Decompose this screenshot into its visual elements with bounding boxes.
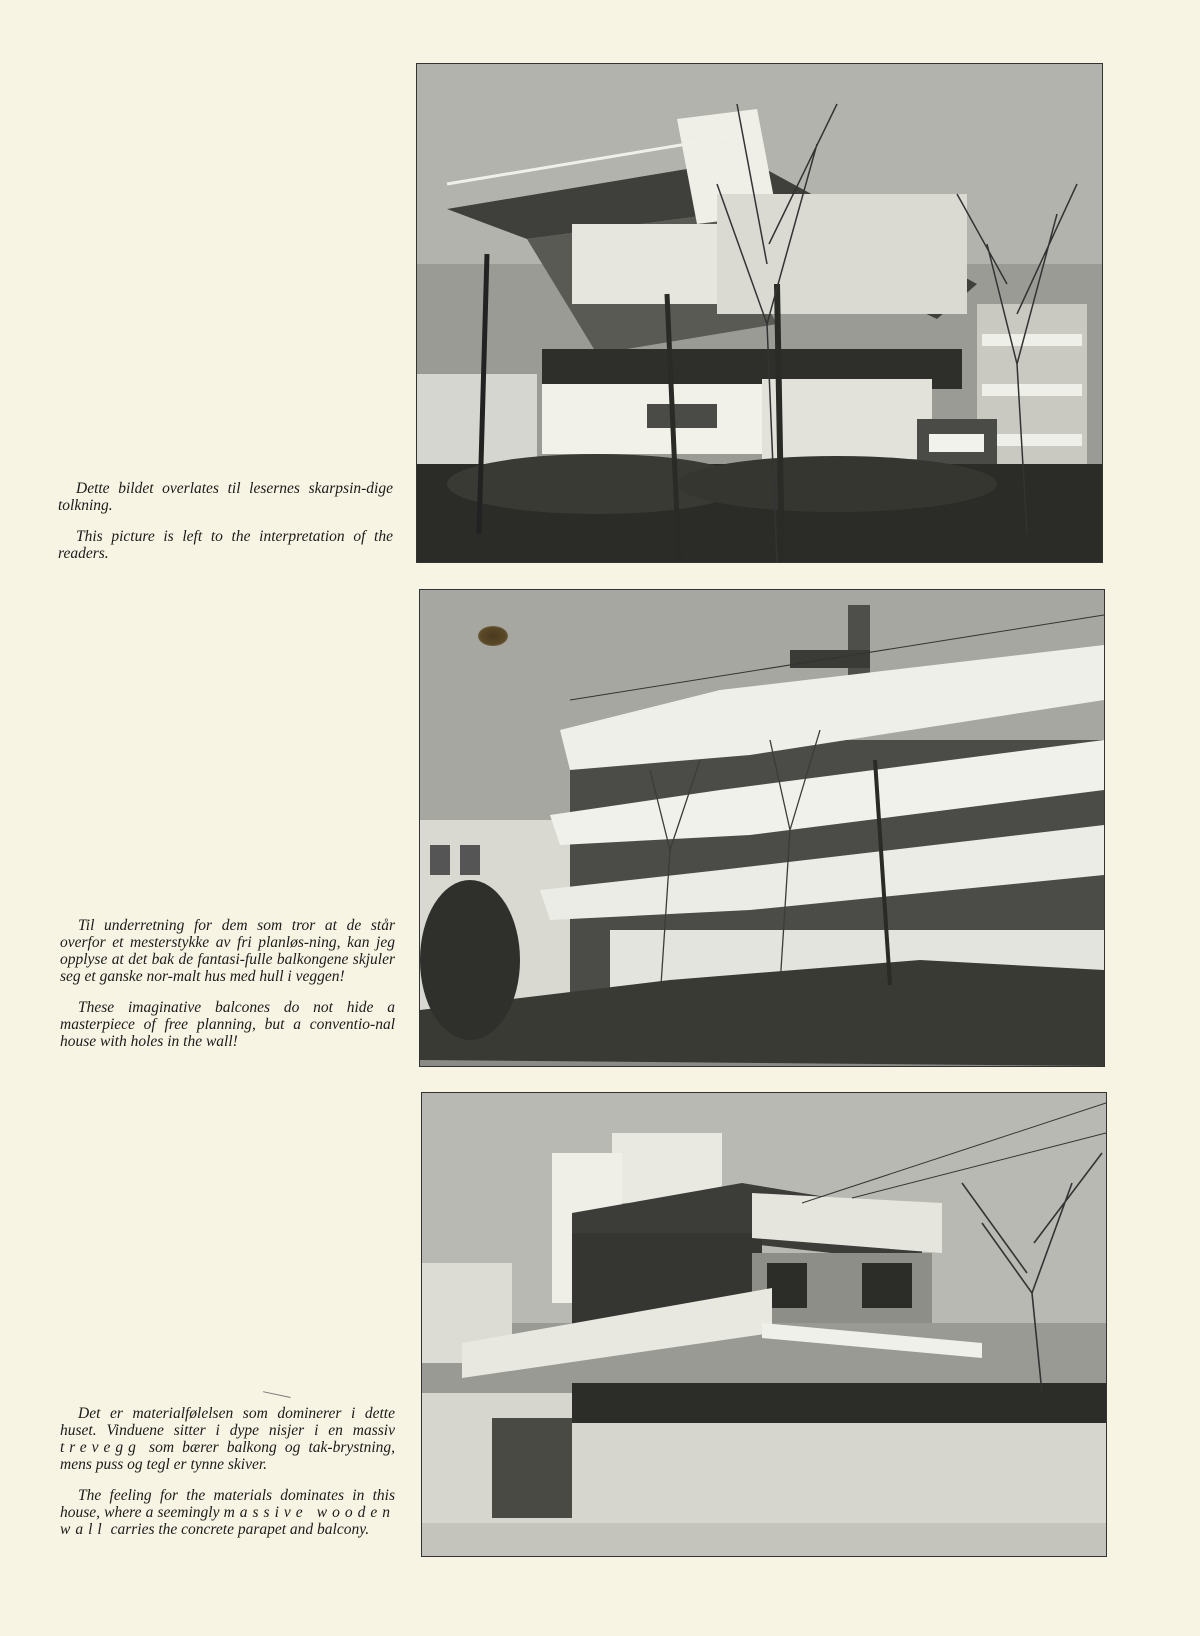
caption-photo-1	[58, 480, 393, 576]
caption-norwegian: Det er materialfølelsen som dominerer i dette huset. Vinduene sitter i dype nisjer i en massiv trevegg som bærer balkong og tak-brystning, mens puss og tegl er tynne skiver.	[60, 1405, 395, 1473]
caption-photo-2	[60, 917, 395, 1064]
caption-photo-3	[60, 1405, 395, 1552]
pen-mark	[261, 1391, 290, 1406]
photo-imaginative-balconies	[419, 589, 1105, 1067]
caption-english: These imaginative balcones do not hide a masterpiece of free planning, but a conventio-nal house with holes in the wall!	[60, 999, 395, 1050]
caption-english: This picture is left to the interpretation of the readers.	[58, 528, 393, 562]
photo-cantilevered-building	[416, 63, 1103, 563]
caption-norwegian: Til underretning for dem som tror at de står overfor et mesterstykke av fri planløs-ning, kan jeg opplyse at det bak de fantasi-fulle balkongene skjuler seg et ganske nor-malt hus med hull i veggen!	[60, 917, 395, 985]
ink-stain	[478, 626, 508, 646]
caption-norwegian: Dette bildet overlates til lesernes skarpsin-dige tolkning.	[58, 480, 393, 514]
caption-english: The feeling for the materials dominates in this house, where a seemingly massive wooden wall carries the concrete parapet and balcony.	[60, 1487, 395, 1538]
photo-wooden-wall-house	[421, 1092, 1107, 1557]
